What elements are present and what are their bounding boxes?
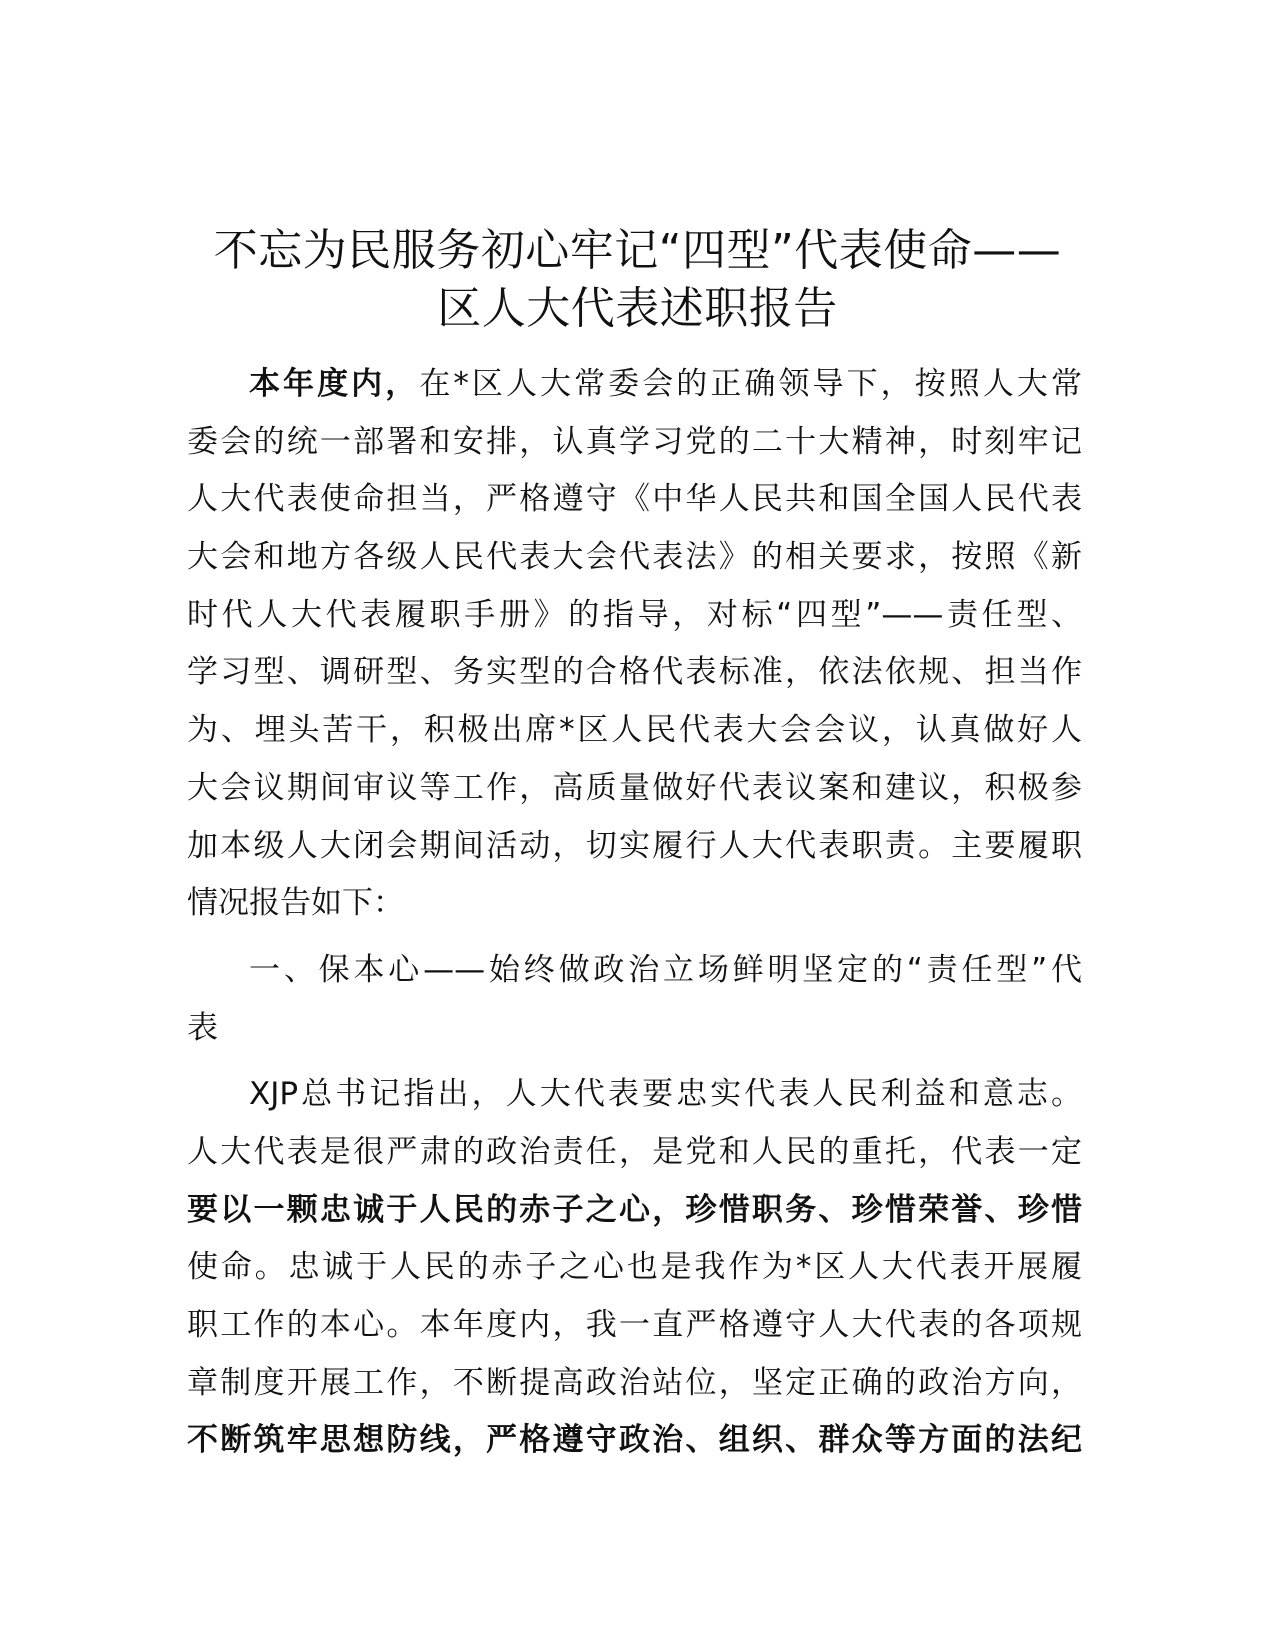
paragraph-1-line-8: 大会议期间审议等工作，高质量做好代表议案和建议，积极参 bbox=[187, 769, 1082, 806]
paragraph-1-line-6: 学习型、调研型、务实型的合格代表标准，依法依规、担当作 bbox=[187, 654, 1082, 691]
title-line-1: 不忘为民服务初心牢记“四型”代表使命—— bbox=[213, 225, 1062, 276]
paragraph-1-line-1-text: 在*区人大常委会的正确领导下，按照人大常 bbox=[419, 366, 1082, 402]
paragraph-1-lead: 本年度内， bbox=[249, 366, 420, 402]
paragraph-1-line-7: 为、埋头苦干，积极出席*区人民代表大会会议，认真做好人 bbox=[187, 712, 1082, 749]
paragraph-1-line-1 bbox=[187, 356, 1082, 414]
paragraph-1-line-4: 大会和地方各级人民代表大会代表法》的相关要求，按照《新 bbox=[187, 539, 1082, 576]
paragraph-2-line-3: 要以一颗忠诚于人民的赤子之心，珍惜职务、珍惜荣誉、珍惜 bbox=[187, 1191, 1082, 1228]
paragraph-2-line-5: 职工作的本心。本年度内，我一直严格遵守人大代表的各项规 bbox=[187, 1307, 1082, 1343]
paragraph-1-line-2: 委会的统一部署和安排，认真学习党的二十大精神，时刻牢记 bbox=[187, 423, 1082, 460]
title-line-2: 区人大代表述职报告 bbox=[437, 283, 838, 334]
paragraph-2-line-4: 使命。忠诚于人民的赤子之心也是我作为*区人大代表开展履 bbox=[187, 1249, 1082, 1286]
paragraph-2-line-6: 章制度开展工作，不断提高政治站位，坚定正确的政治方向， bbox=[187, 1364, 1082, 1401]
paragraph-2-line-7: 不断筑牢思想防线，严格遵守政治、组织、群众等方面的法纪 bbox=[187, 1422, 1082, 1459]
document-body bbox=[187, 356, 1082, 1470]
paragraph-1-line-10: 情况报告如下： bbox=[187, 885, 404, 922]
paragraph-1-line-5: 时代人大代表履职手册》的指导，对标“四型”——责任型、 bbox=[187, 596, 1082, 633]
paragraph-2-line-1: XJP总书记指出，人大代表要忠实代表人民利益和意志。 bbox=[249, 1076, 1082, 1113]
section-heading-1-line-2: 表 bbox=[187, 1009, 218, 1046]
paragraph-gap bbox=[187, 933, 1082, 942]
paragraph-1-line-3: 人大代表使命担当，严格遵守《中华人民共和国全国人民代表 bbox=[187, 481, 1082, 518]
document-title bbox=[160, 222, 1115, 338]
section-heading-1-line-1: 一、保本心——始终做政治立场鲜明坚定的“责任型”代 bbox=[249, 951, 1082, 988]
paragraph-gap bbox=[187, 1057, 1082, 1066]
paragraph-2-line-2: 人大代表是很严肃的政治责任，是党和人民的重托，代表一定 bbox=[187, 1133, 1082, 1170]
paragraph-1-line-9: 加本级人大闭会期间活动，切实履行人大代表职责。主要履职 bbox=[187, 827, 1082, 864]
